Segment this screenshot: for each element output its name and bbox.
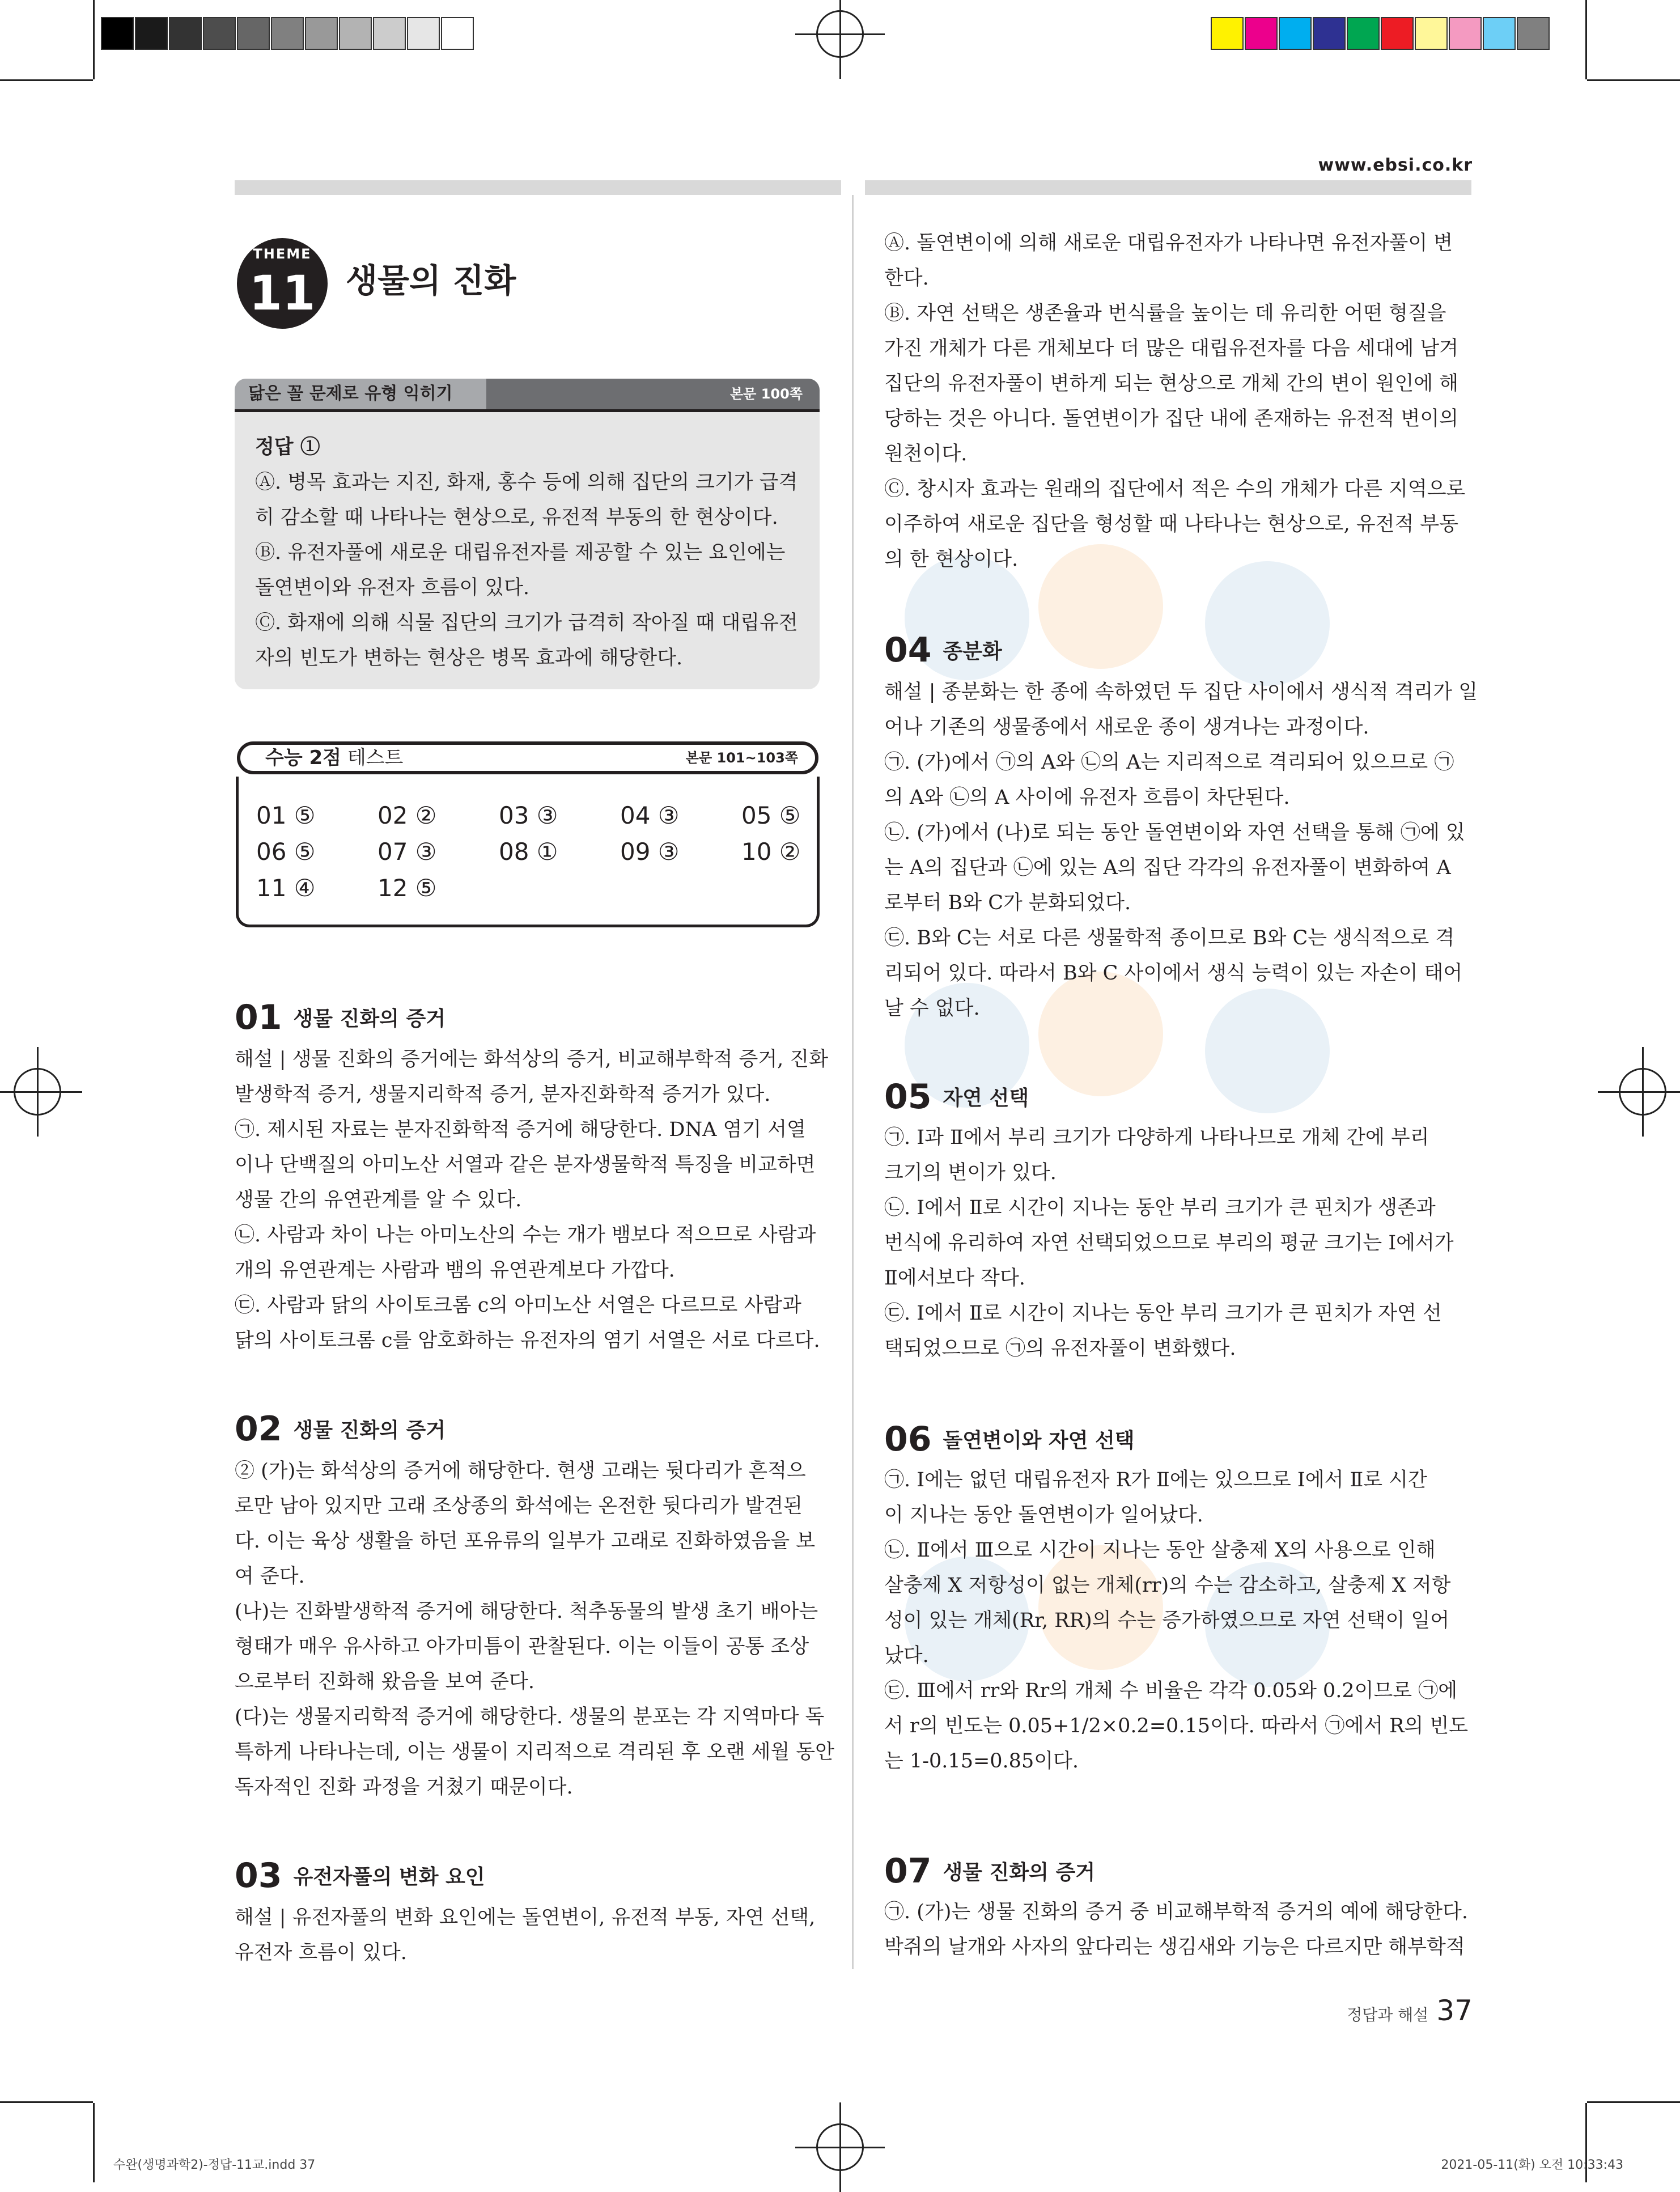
answer-item: 11 ④ — [256, 874, 316, 902]
answer-item: 09 ③ — [620, 838, 680, 866]
text-line: 서 r의 빈도는 0.05+1/2×0.2=0.15이다. 따라서 ㉠에서 R의 빈도 — [884, 1715, 1469, 1737]
answer-item: 07 ③ — [377, 838, 437, 866]
section-title: 유전자풀의 변화 요인 — [293, 1865, 485, 1889]
registration-mark — [816, 10, 864, 58]
section-number: 06 — [884, 1419, 932, 1459]
text-line: 살충제 X 저항성이 없는 개체(rr)의 수는 감소하고, 살충제 X 저항 — [884, 1574, 1451, 1597]
column-divider — [852, 195, 854, 1969]
text-line: Ⓒ. 창시자 효과는 원래의 집단에서 적은 수의 개체가 다른 지역으로 — [884, 478, 1466, 501]
answer-label: 정답 ① — [255, 435, 320, 459]
color-swatch — [169, 17, 202, 50]
similar-explanation — [255, 465, 798, 676]
color-swatch — [237, 17, 270, 50]
color-swatch — [441, 17, 474, 50]
slug-file: 수완(생명과학2)-정답-11교.indd 37 — [113, 2158, 316, 2172]
section-number: 02 — [235, 1409, 282, 1449]
text-line: 집단의 유전자풀이 변하게 되는 현상으로 개체 간의 변이 원인에 해 — [884, 372, 1459, 395]
section-number: 05 — [884, 1077, 932, 1117]
similar-problem-title: 닮은 꼴 문제로 유형 익히기 — [235, 379, 486, 409]
text-line: 독자적인 진화 과정을 거쳤기 때문이다. — [235, 1776, 573, 1799]
section-04-body — [884, 675, 1478, 1026]
section-01 — [235, 998, 446, 1037]
color-swatch — [1483, 17, 1516, 50]
color-swatch — [203, 17, 236, 50]
crop-mark — [1587, 2101, 1680, 2103]
text-line: Ⓑ. 자연 선택은 생존율과 번식률을 높이는 데 유리한 어떤 형질을 — [884, 302, 1446, 325]
text-line: ㉠. Ⅰ에는 없던 대립유전자 R가 Ⅱ에는 있으므로 Ⅰ에서 Ⅱ로 시간 — [884, 1469, 1427, 1491]
color-swatch — [339, 17, 372, 50]
text-line: 어나 기존의 생물종에서 새로운 종이 생겨나는 과정이다. — [884, 716, 1369, 739]
text-line: 번식에 유리하여 자연 선택되었으므로 부리의 평균 크기는 Ⅰ에서가 — [884, 1232, 1454, 1254]
text-line: 생물 간의 유연관계를 알 수 있다. — [235, 1189, 522, 1211]
answer-item: 06 ⑤ — [256, 838, 316, 866]
text-line: 개의 유연관계는 사람과 뱀의 유연관계보다 가깝다. — [235, 1259, 675, 1282]
text-line: 로만 남아 있지만 고래 조상종의 화석에는 온전한 뒷다리가 발견된 — [235, 1495, 803, 1517]
section-07 — [884, 1851, 1095, 1891]
registration-mark — [14, 1068, 61, 1116]
text-line: 당하는 것은 아니다. 돌연변이가 집단 내에 존재하는 유전적 변이의 — [884, 408, 1459, 430]
color-swatch — [1245, 17, 1278, 50]
crop-mark — [93, 2103, 95, 2182]
color-swatch — [1211, 17, 1244, 50]
text-line: 형태가 매우 유사하고 아가미틈이 관찰된다. 이는 이들이 공통 조상 — [235, 1635, 809, 1658]
color-swatch — [1415, 17, 1448, 50]
answer-item: 02 ② — [377, 802, 437, 829]
text-line: Ⓐ. 병목 효과는 지진, 화재, 홍수 등에 의해 집단의 크기가 급격 — [255, 471, 798, 494]
text-line: 유전자 흐름이 있다. — [235, 1941, 407, 1964]
text-line: 자의 빈도가 변하는 현상은 병목 효과에 해당한다. — [255, 647, 683, 669]
watermark-circle — [1205, 561, 1330, 686]
text-line: 성이 있는 개체(Rr, RR)의 수는 증가하였으므로 자연 선택이 일어 — [884, 1609, 1450, 1632]
text-line: Ⓒ. 화재에 의해 식물 집단의 크기가 급격히 작아질 때 대립유전 — [255, 612, 798, 634]
color-swatch — [305, 17, 338, 50]
answer-item: 12 ⑤ — [377, 874, 437, 902]
section-01-body — [235, 1042, 828, 1358]
crop-mark — [93, 0, 95, 79]
text-line: 히 감소할 때 나타나는 현상으로, 유전적 부동의 한 현상이다. — [255, 506, 778, 529]
section-title: 자연 선택 — [943, 1087, 1029, 1110]
text-line: ㉠. 제시된 자료는 분자진화학적 증거에 해당한다. DNA 염기 서열 — [235, 1118, 806, 1141]
similar-problem-header — [235, 379, 820, 412]
answer-item: 10 ② — [741, 838, 801, 866]
color-swatch — [101, 17, 134, 50]
text-line: 택되었으므로 ㉠의 유전자풀이 변화했다. — [884, 1337, 1236, 1360]
section-02 — [235, 1409, 446, 1449]
text-line: 여 준다. — [235, 1565, 305, 1588]
text-line: ㉡. Ⅱ에서 Ⅲ으로 시간이 지나는 동안 살충제 X의 사용으로 인해 — [884, 1539, 1436, 1562]
section-06 — [884, 1419, 1135, 1459]
text-line: 이나 단백질의 아미노산 서열과 같은 분자생물학적 특징을 비교하면 — [235, 1154, 816, 1176]
color-swatch — [271, 17, 304, 50]
theme-number: 11 — [249, 265, 316, 321]
text-line: 해설 | 생물 진화의 증거에는 화석상의 증거, 비교해부학적 증거, 진화 — [235, 1048, 829, 1071]
test-header — [237, 741, 818, 774]
test-title-bold: 수능 2점 — [265, 747, 342, 769]
section-title: 생물 진화의 증거 — [293, 1419, 446, 1442]
crop-mark — [0, 2101, 93, 2103]
section-title: 생물 진화의 증거 — [293, 1007, 446, 1031]
footer-label: 정답과 해설 — [1347, 2006, 1429, 2024]
crop-mark — [0, 79, 93, 81]
text-line: 이주하여 새로운 집단을 형성할 때 나타나는 현상으로, 유전적 부동 — [884, 513, 1459, 536]
header-bar-right — [865, 180, 1471, 195]
text-line: 원천이다. — [884, 443, 968, 465]
text-line: 로부터 B와 C가 분화되었다. — [884, 892, 1131, 914]
section-03-continued — [884, 226, 1465, 577]
text-line: ㉡. Ⅰ에서 Ⅱ로 시간이 지나는 동안 부리 크기가 큰 핀치가 생존과 — [884, 1197, 1436, 1219]
text-line: ㉢. B와 C는 서로 다른 생물학적 종이므로 B와 C는 생식적으로 격 — [884, 927, 1455, 949]
similar-problem-page-ref: 본문 100쪽 — [486, 379, 820, 409]
theme-badge — [237, 238, 328, 329]
section-05-body — [884, 1120, 1454, 1366]
color-swatch — [1449, 17, 1482, 50]
site-url: www.ebsi.co.kr — [1318, 155, 1473, 175]
answer-item: 04 ③ — [620, 802, 680, 829]
text-line: 리되어 있다. 따라서 B와 C 사이에서 생식 능력이 있는 자손이 태어 — [884, 962, 1463, 985]
theme-title: 생물의 진화 — [346, 261, 516, 300]
section-title: 종분화 — [943, 640, 1002, 663]
text-line: (다)는 생물지리학적 증거에 해당한다. 생물의 분포는 각 지역마다 독 — [235, 1706, 825, 1728]
text-line: 날 수 없다. — [884, 997, 980, 1020]
text-line: 해설 | 유전자풀의 변화 요인에는 돌연변이, 유전적 부동, 자연 선택, — [235, 1906, 816, 1929]
color-swatch — [1279, 17, 1312, 50]
test-title-rest: 테스트 — [341, 747, 404, 769]
text-line: 의 한 현상이다. — [884, 548, 1019, 571]
page-footer — [1347, 1994, 1473, 2027]
section-06-body — [884, 1462, 1468, 1779]
text-line: ㉡. (가)에서 (나)로 되는 동안 돌연변이와 자연 선택을 통해 ㉠에 있 — [884, 821, 1465, 844]
text-line: 닭의 사이토크롬 c를 암호화하는 유전자의 염기 서열은 서로 다르다. — [235, 1329, 820, 1352]
text-line: 발생학적 증거, 생물지리학적 증거, 분자진화학적 증거가 있다. — [235, 1083, 771, 1106]
text-line: ㉡. 사람과 차이 나는 아미노산의 수는 개가 뱀보다 적으므로 사람과 — [235, 1224, 816, 1246]
text-line: 박쥐의 날개와 사자의 앞다리는 생김새와 기능은 다르지만 해부학적 — [884, 1936, 1465, 1958]
color-swatch — [1517, 17, 1550, 50]
section-number: 01 — [235, 998, 282, 1037]
section-03-body — [235, 1900, 815, 1970]
text-line: ㉠. (가)에서 ㉠의 A와 ㉡의 A는 지리적으로 격리되어 있으므로 ㉠ — [884, 751, 1454, 774]
section-02-body — [235, 1453, 834, 1805]
text-line: (나)는 진화발생학적 증거에 해당한다. 척추동물의 발생 초기 배아는 — [235, 1600, 818, 1623]
text-line: 특하게 나타나는데, 이는 생물이 지리적으로 격리된 후 오랜 세월 동안 — [235, 1741, 834, 1763]
text-line: ㉢. Ⅲ에서 rr와 Rr의 개체 수 비율은 각각 0.05와 0.2이므로 ㉠에 — [884, 1680, 1458, 1702]
text-line: 가진 개체가 다른 개체보다 더 많은 대립유전자를 다음 세대에 남겨 — [884, 337, 1459, 360]
text-line: ㉢. 사람과 닭의 사이토크롬 c의 아미노산 서열은 다르므로 사람과 — [235, 1294, 801, 1317]
section-number: 03 — [235, 1856, 282, 1896]
section-number: 04 — [884, 630, 932, 670]
section-title: 돌연변이와 자연 선택 — [943, 1429, 1135, 1452]
color-swatch — [1313, 17, 1346, 50]
test-page-ref: 본문 101~103쪽 — [685, 750, 798, 766]
text-line: Ⅱ에서보다 작다. — [884, 1267, 1025, 1290]
text-line: ② (가)는 화석상의 증거에 해당한다. 현생 고래는 뒷다리가 흔적으 — [235, 1460, 806, 1482]
color-swatch — [373, 17, 406, 50]
text-line: 의 A와 ㉡의 A 사이에 유전자 흐름이 차단된다. — [884, 786, 1290, 809]
color-swatch — [135, 17, 168, 50]
answer-item: 08 ① — [499, 838, 558, 866]
section-07-body — [884, 1894, 1468, 1965]
color-swatch — [1381, 17, 1414, 50]
section-number: 07 — [884, 1851, 932, 1891]
test-title — [265, 745, 403, 771]
crop-mark — [1587, 79, 1680, 81]
answer-item: 03 ③ — [499, 802, 558, 829]
text-line: Ⓑ. 유전자풀에 새로운 대립유전자를 제공할 수 있는 요인에는 — [255, 541, 786, 564]
text-line: 크기의 변이가 있다. — [884, 1161, 1057, 1184]
similar-answer — [255, 430, 320, 465]
text-line: ㉠. (가)는 생물 진화의 증거 중 비교해부학적 증거의 예에 해당한다. — [884, 1901, 1468, 1923]
answer-item: 05 ⑤ — [741, 802, 801, 829]
slug-timestamp: 2021-05-11(화) 오전 10:33:43 — [1441, 2158, 1623, 2172]
registration-mark — [1619, 1068, 1666, 1116]
text-line: 다. 이는 육상 생활을 하던 포유류의 일부가 고래로 진화하였음을 보 — [235, 1530, 816, 1553]
text-line: 는 1-0.15=0.85이다. — [884, 1750, 1079, 1773]
text-line: 으로부터 진화해 왔음을 보여 준다. — [235, 1671, 534, 1693]
section-05 — [884, 1077, 1029, 1117]
text-line: 는 A의 집단과 ㉡에 있는 A의 집단 각각의 유전자풀이 변화하여 A — [884, 857, 1451, 879]
theme-tag: THEME — [253, 246, 312, 262]
text-line: ㉠. Ⅰ과 Ⅱ에서 부리 크기가 다양하게 나타나므로 개체 간에 부리 — [884, 1126, 1429, 1149]
page-number: 37 — [1436, 1994, 1473, 2027]
color-swatch — [407, 17, 440, 50]
text-line: 해설 | 종분화는 한 종에 속하였던 두 집단 사이에서 생식적 격리가 일 — [884, 681, 1478, 703]
answer-item: 01 ⑤ — [256, 802, 316, 829]
section-title: 생물 진화의 증거 — [943, 1861, 1095, 1884]
text-line: 돌연변이와 유전자 흐름이 있다. — [255, 576, 530, 599]
header-bar-left — [235, 180, 841, 195]
color-swatch — [1347, 17, 1380, 50]
text-line: 났다. — [884, 1644, 929, 1667]
text-line: 한다. — [884, 267, 929, 290]
text-line: Ⓐ. 돌연변이에 의해 새로운 대립유전자가 나타나면 유전자풀이 변 — [884, 232, 1453, 255]
section-04 — [884, 630, 1002, 670]
section-03 — [235, 1856, 485, 1896]
text-line: ㉢. Ⅰ에서 Ⅱ로 시간이 지나는 동안 부리 크기가 큰 핀치가 자연 선 — [884, 1302, 1442, 1325]
registration-mark — [816, 2123, 864, 2171]
text-line: 이 지나는 동안 돌연변이가 일어났다. — [884, 1504, 1203, 1527]
crop-mark — [1585, 0, 1587, 79]
